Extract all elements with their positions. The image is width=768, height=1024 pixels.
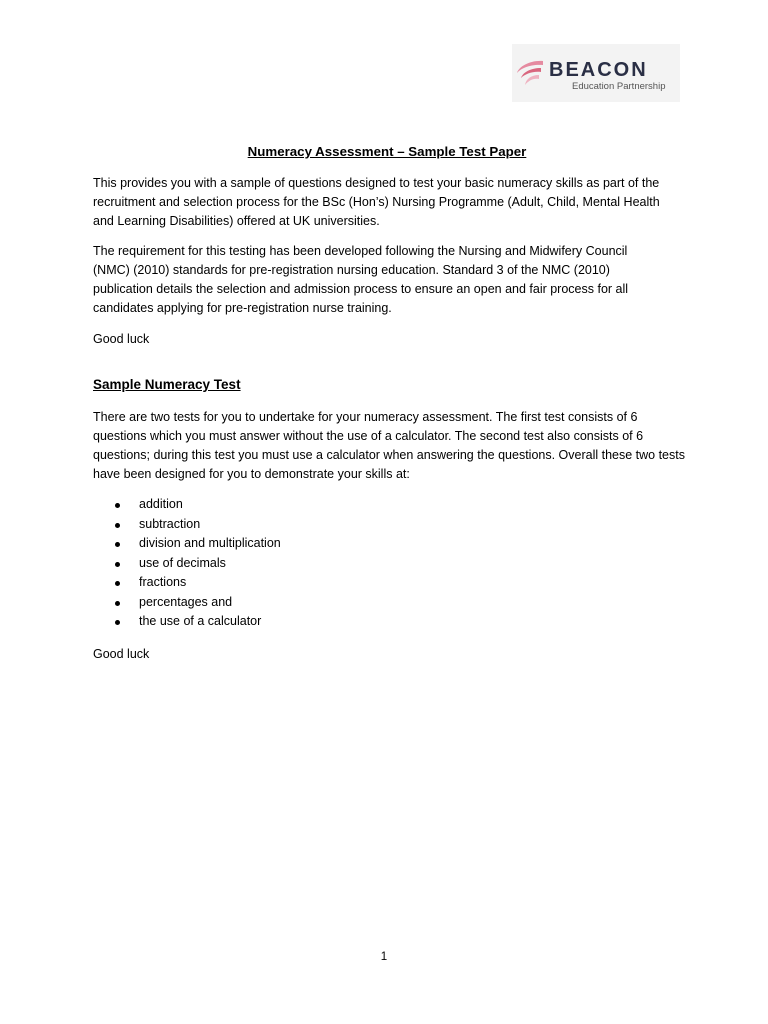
bullet-icon xyxy=(115,503,120,508)
requirement-paragraph: The requirement for this testing has been developed following the Nursing and Midwifery Council (NMC) (2010) standards for pre-registration nursing education. Standard 3 of the NMC (2010) publication details the selection and admission process to ensure an open and fair process for all candidates applying for pre-registration nurse training. xyxy=(93,244,629,315)
bullet-icon xyxy=(115,601,120,606)
list-item: percentages and xyxy=(93,593,281,613)
list-item: fractions xyxy=(93,573,281,593)
bullet-icon xyxy=(115,523,120,528)
good-luck-text: Good luck xyxy=(93,332,150,346)
bullet-icon xyxy=(115,542,120,547)
list-item: the use of a calculator xyxy=(93,612,281,632)
section-heading: Sample Numeracy Test xyxy=(93,377,241,392)
list-item: use of decimals xyxy=(93,554,281,574)
skills-list xyxy=(93,495,281,632)
list-item: subtraction xyxy=(93,515,281,535)
logo-wordmark: BEACON xyxy=(549,59,648,81)
bullet-icon xyxy=(115,562,120,567)
section-intro-paragraph: There are two tests for you to undertake for your numeracy assessment. The first test consists of 6 questions which you must answer without the use of a calculator. The second test also consists of 6 questions; during this test you must use a calculator when answering the questions. Overall these two tests have been designed for you to demonstrate your skills at: xyxy=(93,410,685,481)
intro-paragraph: This provides you with a sample of questions designed to test your basic numeracy skills as part of the recruitment and selection process for the BSc (Hon’s) Nursing Programme (Adult, Child, Mental Health and Learning Disabilities) offered at UK universities. xyxy=(93,176,660,228)
list-item: addition xyxy=(93,495,281,515)
bullet-icon xyxy=(115,581,120,586)
logo-tagline: Education Partnership xyxy=(572,81,666,92)
bullet-icon xyxy=(115,620,120,625)
document-title: Numeracy Assessment – Sample Test Paper xyxy=(247,144,527,159)
beacon-logo xyxy=(512,44,680,102)
beacon-swoosh-icon xyxy=(515,58,547,88)
closing-good-luck-text: Good luck xyxy=(93,647,150,661)
page-number: 1 xyxy=(380,951,388,963)
list-item: division and multiplication xyxy=(93,534,281,554)
